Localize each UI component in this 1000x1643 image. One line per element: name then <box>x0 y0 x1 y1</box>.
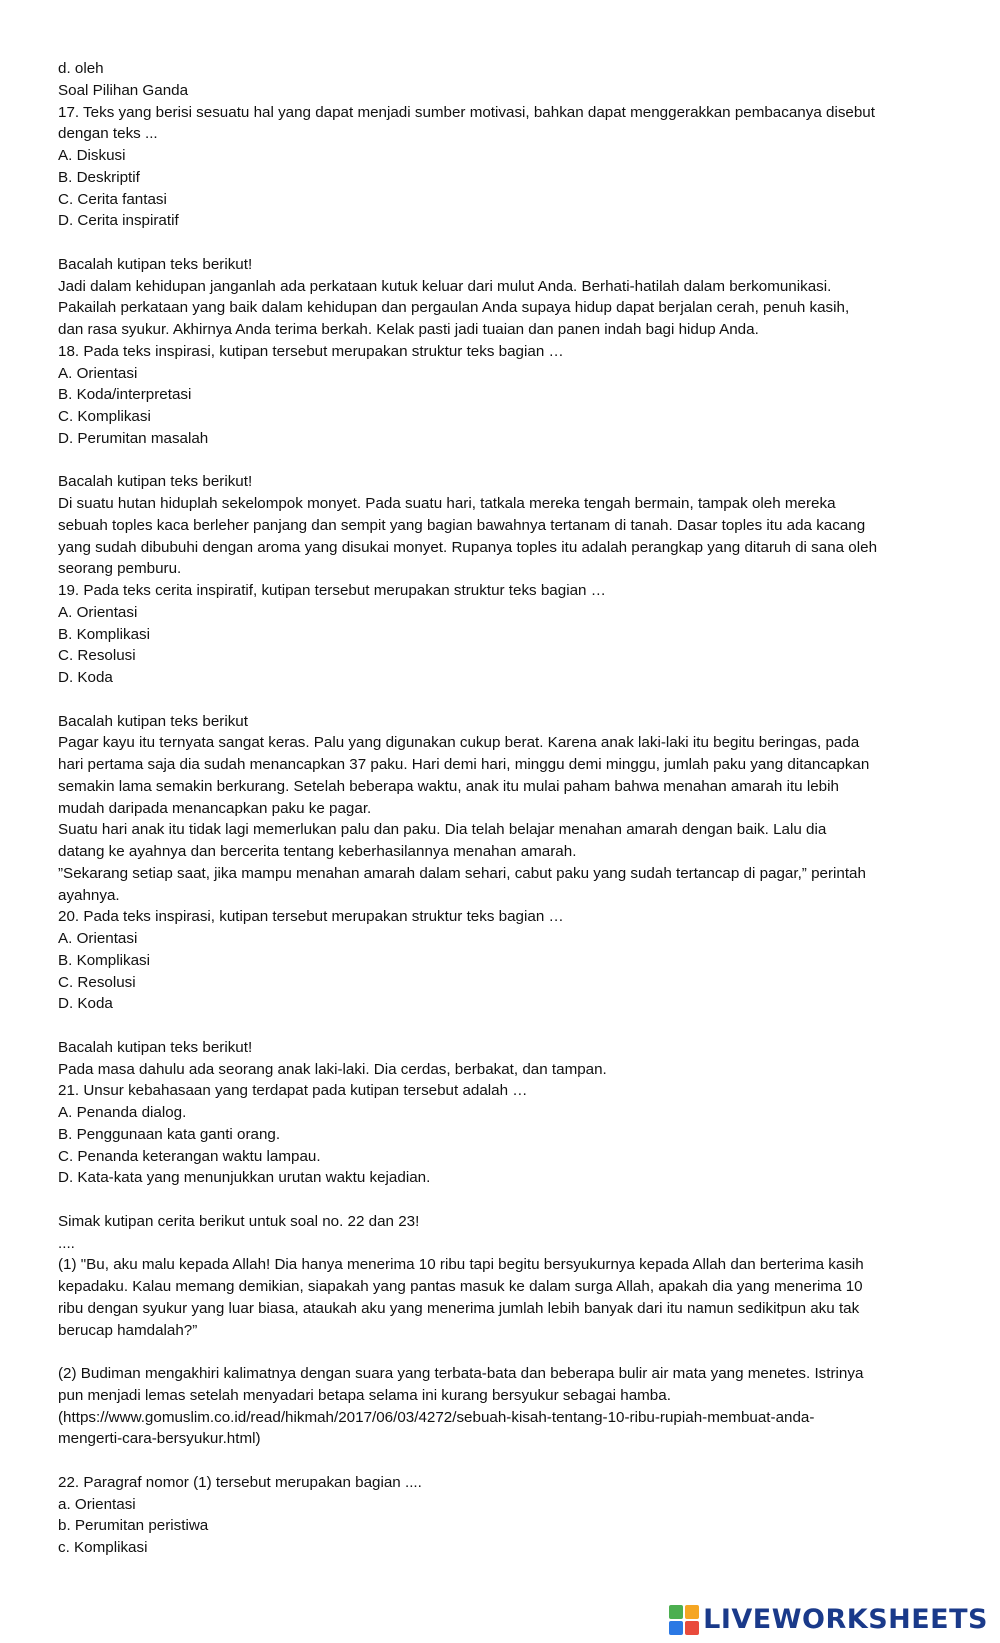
liveworksheets-logo-icon <box>669 1605 699 1635</box>
text-line: A. Penanda dialog. <box>58 1104 187 1121</box>
text-line: B. Komplikasi <box>58 625 151 643</box>
text-line: B. Komplikasi <box>58 951 151 969</box>
text-line: Bacalah kutipan teks berikut <box>58 712 248 730</box>
text-line: 22. Paragraf nomor (1) tersebut merupakan bagian .... <box>58 1473 422 1491</box>
text-line: D. Cerita inspiratif <box>58 212 179 230</box>
text-line: hari pertama saja dia sudah menancapkan 37 paku. Hari demi hari, minggu demi minggu, jumlah paku yang ditancapkan <box>58 756 870 773</box>
text-line: A. Orientasi <box>58 930 138 947</box>
text-line: B. Deskriptif <box>58 168 140 186</box>
text-line: Di suatu hutan hiduplah sekelompok monyet. Pada suatu hari, tatkala mereka tengah bermain, tampak oleh mereka <box>58 495 836 512</box>
worksheet-text <box>58 58 958 1559</box>
text-line: B. Koda/interpretasi <box>58 386 192 404</box>
text-line: Pagar kayu itu ternyata sangat keras. Palu yang digunakan cukup berat. Karena anak laki-laki itu begitu beringas, pada <box>58 734 860 752</box>
text-line: B. Penggunaan kata ganti orang. <box>58 1125 281 1143</box>
blank-line <box>58 1189 958 1211</box>
text-line: 17. Teks yang berisi sesuatu hal yang dapat menjadi sumber motivasi, bahkan dapat menggerakkan pembacanya disebut <box>58 103 875 121</box>
text-line: .... <box>58 1234 75 1252</box>
text-line: A. Diskusi <box>58 147 126 164</box>
text-line: A. Orientasi <box>58 364 138 382</box>
logo-square-red <box>685 1621 699 1635</box>
text-line: C. Cerita fantasi <box>58 190 167 208</box>
text-line: Bacalah kutipan teks berikut! <box>58 473 253 491</box>
text-line: ayahnya. <box>58 886 120 904</box>
text-line: mengerti-cara-bersyukur.html) <box>58 1430 261 1448</box>
text-line: datang ke ayahnya dan bercerita tentang keberhasilannya menahan amarah. <box>58 843 577 860</box>
text-line: Simak kutipan cerita berikut untuk soal no. 22 dan 23! <box>58 1212 420 1230</box>
text-line: C. Resolusi <box>58 973 136 991</box>
text-line: 20. Pada teks inspirasi, kutipan tersebut merupakan struktur teks bagian … <box>58 908 564 926</box>
logo-square-blue <box>669 1621 683 1635</box>
blank-line <box>58 1450 958 1472</box>
blank-line <box>58 450 958 472</box>
text-line: dengan teks ... <box>58 125 158 143</box>
text-line: (2) Budiman mengakhiri kalimatnya dengan suara yang terbata-bata dan beberapa bulir air mata yang menetes. Istrinya <box>58 1365 864 1382</box>
text-line: (1) "Bu, aku malu kepada Allah! Dia hanya menerima 10 ribu tapi begitu bersyukurnya kepada Allah dan berterima kasih <box>58 1256 864 1274</box>
blank-line <box>58 1341 958 1363</box>
text-line: Bacalah kutipan teks berikut! <box>58 1038 253 1056</box>
text-line: b. Perumitan peristiwa <box>58 1517 209 1535</box>
text-line: mudah daripada menancapkan paku ke pagar. <box>58 799 372 817</box>
text-line: C. Penanda keterangan waktu lampau. <box>58 1147 321 1165</box>
text-line: C. Komplikasi <box>58 408 151 425</box>
blank-line <box>58 1015 958 1037</box>
text-line: sebuah toples kaca berleher panjang dan sempit yang bagian bawahnya tertanam di tanah. Dasar toples itu ada kacang <box>58 516 866 534</box>
text-line: Suatu hari anak itu tidak lagi memerlukan palu dan paku. Dia telah belajar menahan amarah dengan baik. Lalu dia <box>58 821 827 839</box>
text-line: D. Koda <box>58 995 113 1013</box>
text-line: Jadi dalam kehidupan janganlah ada perkataan kutuk keluar dari mulut Anda. Berhati-hatilah dalam berkomunikasi. <box>58 277 832 295</box>
text-line: D. Perumitan masalah <box>58 429 209 447</box>
text-line: semakin lama semakin berkurang. Setelah beberapa waktu, anak itu mulai paham bahwa menahan amarah itu lebih <box>58 777 839 795</box>
text-line: Soal Pilihan Ganda <box>58 81 189 99</box>
text-line: yang sudah dibubuhi dengan aroma yang disukai monyet. Rupanya toples itu adalah perangkap yang ditaruh di sana oleh <box>58 538 878 556</box>
text-line: C. Resolusi <box>58 647 136 665</box>
text-line: 19. Pada teks cerita inspiratif, kutipan tersebut merupakan struktur teks bagian … <box>58 582 606 599</box>
blank-line <box>58 689 958 711</box>
text-line: Pada masa dahulu ada seorang anak laki-laki. Dia cerdas, berbakat, dan tampan. <box>58 1060 607 1078</box>
logo-square-orange <box>685 1605 699 1619</box>
text-line: pun menjadi lemas setelah menyadari betapa selama ini kurang bersyukur sebagai hamba. <box>58 1386 671 1404</box>
liveworksheets-wordmark: LIVEWORKSHEETS <box>703 1604 988 1635</box>
text-line: Pakailah perkataan yang baik dalam kehidupan dan pergaulan Anda supaya hidup dapat berjalan cerah, penuh kasih, <box>58 299 850 317</box>
text-line: ”Sekarang setiap saat, jika mampu menahan amarah dalam sehari, cabut paku yang sudah tertancap di pagar,” perintah <box>58 864 866 882</box>
text-line: D. Koda <box>58 669 113 686</box>
blank-line <box>58 232 958 254</box>
text-line: 18. Pada teks inspirasi, kutipan tersebut merupakan struktur teks bagian … <box>58 342 564 360</box>
text-line: Bacalah kutipan teks berikut! <box>58 255 253 273</box>
text-line: 21. Unsur kebahasaan yang terdapat pada kutipan tersebut adalah … <box>58 1082 528 1100</box>
text-line: d. oleh <box>58 60 104 77</box>
text-line: D. Kata-kata yang menunjukkan urutan waktu kejadian. <box>58 1169 431 1187</box>
text-line: berucap hamdalah?” <box>58 1321 198 1339</box>
text-line: kepadaku. Kalau memang demikian, siapakah yang pantas masuk ke dalam surga Allah, apakah dia yang menerima 10 <box>58 1278 863 1295</box>
text-line: (https://www.gomuslim.co.id/read/hikmah/2017/06/03/4272/sebuah-kisah-tentang-10-ribu-rupiah-membuat-anda- <box>58 1408 815 1426</box>
text-line: dan rasa syukur. Akhirnya Anda terima berkah. Kelak pasti jadi tuaian dan panen indah bagi hidup Anda. <box>58 321 759 338</box>
text-line: seorang pemburu. <box>58 560 182 578</box>
text-line: a. Orientasi <box>58 1495 136 1513</box>
text-line: A. Orientasi <box>58 603 138 621</box>
liveworksheets-logo <box>669 1604 988 1635</box>
logo-square-green <box>669 1605 683 1619</box>
text-line: c. Komplikasi <box>58 1539 148 1556</box>
text-line: ribu dengan syukur yang luar biasa, ataukah aku yang menerima jumlah lebih banyak dari itu namun sedikitpun aku tak <box>58 1299 860 1317</box>
